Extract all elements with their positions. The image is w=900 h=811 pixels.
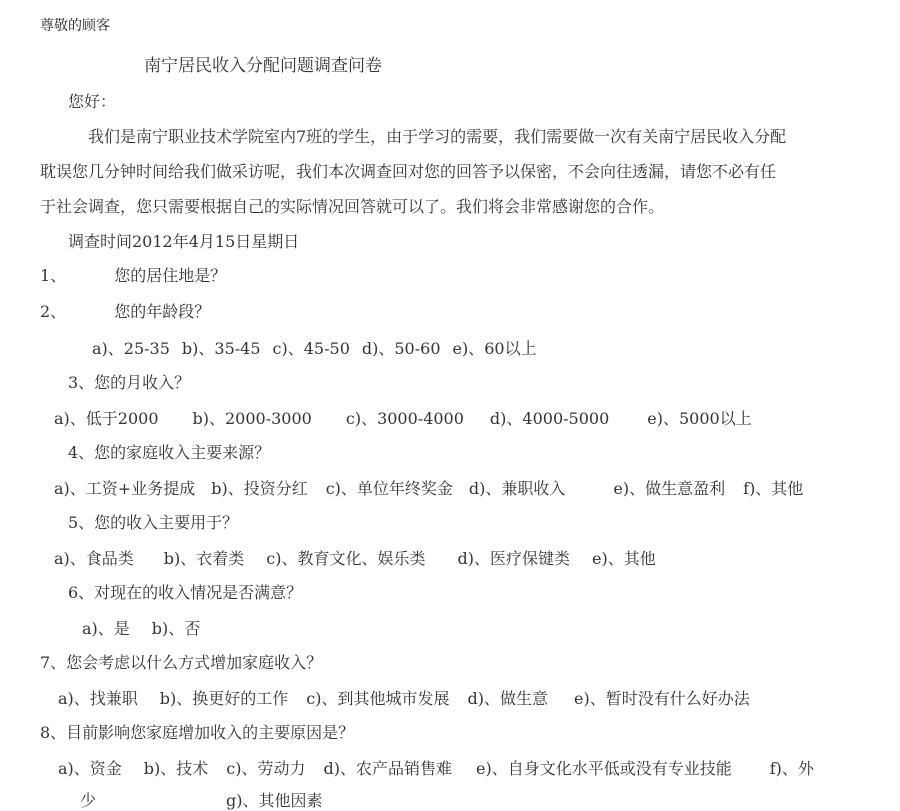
option-c[interactable]: c)、教育文化、娱乐类 — [266, 549, 426, 568]
option-a[interactable]: a)、是 — [82, 619, 130, 638]
option-b[interactable]: b)、35-45 — [181, 339, 261, 358]
option-c[interactable]: c)、3000-4000 — [345, 409, 464, 428]
option-d[interactable]: d)、50-60 — [361, 339, 441, 358]
option-b[interactable]: b)、技术 — [143, 759, 209, 778]
option-c[interactable]: c)、到其他城市发展 — [306, 689, 450, 708]
option-e[interactable]: e)、其他 — [592, 549, 656, 568]
option-e[interactable]: e)、暂时没有什么好办法 — [574, 689, 750, 708]
header-note: 尊敬的顾客 — [40, 18, 110, 34]
option-b[interactable]: b)、投资分红 — [211, 479, 308, 498]
option-d[interactable]: d)、4000-5000 — [489, 409, 610, 428]
question-4: 4、您的家庭收入主要来源？ — [68, 443, 271, 462]
option-f-continued: 少 — [80, 791, 97, 810]
option-c[interactable]: c)、单位年终奖金 — [325, 479, 453, 498]
option-b[interactable]: b)、2000-3000 — [192, 409, 312, 428]
intro-line-1: 我们是南宁职业技术学院室内7班的学生，由于学习的需要，我们需要做一次有关南宁居民收入分配 — [88, 127, 787, 146]
question-number: 1、 — [40, 266, 67, 285]
question-6: 6、对现在的收入情况是否满意？ — [68, 583, 303, 602]
question-text: 您的年龄段？ — [114, 302, 211, 321]
option-f[interactable]: f)、其他 — [743, 479, 804, 498]
question-6-options — [82, 619, 200, 639]
question-7: 7、您会考虑以什么方式增加家庭收入？ — [40, 653, 323, 672]
question-7-options — [58, 689, 750, 709]
option-a[interactable]: a)、25-35 — [92, 339, 170, 358]
option-c[interactable]: c)、劳动力 — [226, 759, 306, 778]
question-1 — [40, 266, 226, 286]
option-e[interactable]: e)、自身文化水平低或没有专业技能 — [476, 759, 732, 778]
survey-time: 调查时间2012年4月15日星期日 — [68, 232, 300, 251]
intro-line-3: 于社会调查，您只需要根据自己的实际情况回答就可以了。我们将会非常感谢您的合作。 — [40, 197, 665, 216]
option-d[interactable]: d)、医疗保键类 — [457, 549, 571, 568]
intro-line-2: 耽误您几分钟时间给我们做采访呢，我们本次调查回对您的回答予以保密，不会向往透漏，请您不必有任 — [40, 162, 777, 181]
option-d[interactable]: d)、兼职收入 — [468, 479, 566, 498]
question-8: 8、目前影响您家庭增加收入的主要原因是？ — [40, 723, 355, 742]
greeting: 您好： — [68, 92, 117, 111]
option-a[interactable]: a)、找兼职 — [58, 689, 138, 708]
option-a[interactable]: a)、资金 — [58, 759, 122, 778]
option-d[interactable]: d)、农产品销售难 — [323, 759, 453, 778]
option-f[interactable]: f)、外 — [769, 759, 814, 778]
option-b[interactable]: b)、换更好的工作 — [159, 689, 289, 708]
option-e[interactable]: e)、做生意盈利 — [613, 479, 726, 498]
option-b[interactable]: b)、衣着类 — [163, 549, 245, 568]
question-4-options — [54, 479, 803, 499]
option-e[interactable]: e)、5000以上 — [647, 409, 752, 428]
option-c[interactable]: c)、45-50 — [272, 339, 350, 358]
question-number: 2、 — [40, 302, 67, 321]
document-title: 南宁居民收入分配问题调查问卷 — [144, 56, 382, 76]
question-8-options-continued — [80, 791, 323, 811]
option-a[interactable]: a)、工资+业务提成 — [54, 479, 196, 498]
option-e[interactable]: e)、60以上 — [452, 339, 537, 358]
option-a[interactable]: a)、低于2000 — [54, 409, 159, 428]
question-5: 5、您的收入主要用于？ — [68, 513, 239, 532]
question-3-options — [54, 409, 752, 429]
question-3: 3、您的月收入？ — [68, 373, 191, 392]
option-d[interactable]: d)、做生意 — [467, 689, 549, 708]
option-a[interactable]: a)、食品类 — [54, 549, 134, 568]
question-2 — [40, 302, 210, 322]
question-text: 您的居住地是？ — [114, 266, 227, 285]
option-g[interactable]: g)、其他因素 — [226, 791, 323, 810]
question-5-options — [54, 549, 656, 569]
question-8-options — [58, 759, 814, 779]
option-b[interactable]: b)、否 — [151, 619, 201, 638]
question-2-options — [92, 339, 537, 359]
